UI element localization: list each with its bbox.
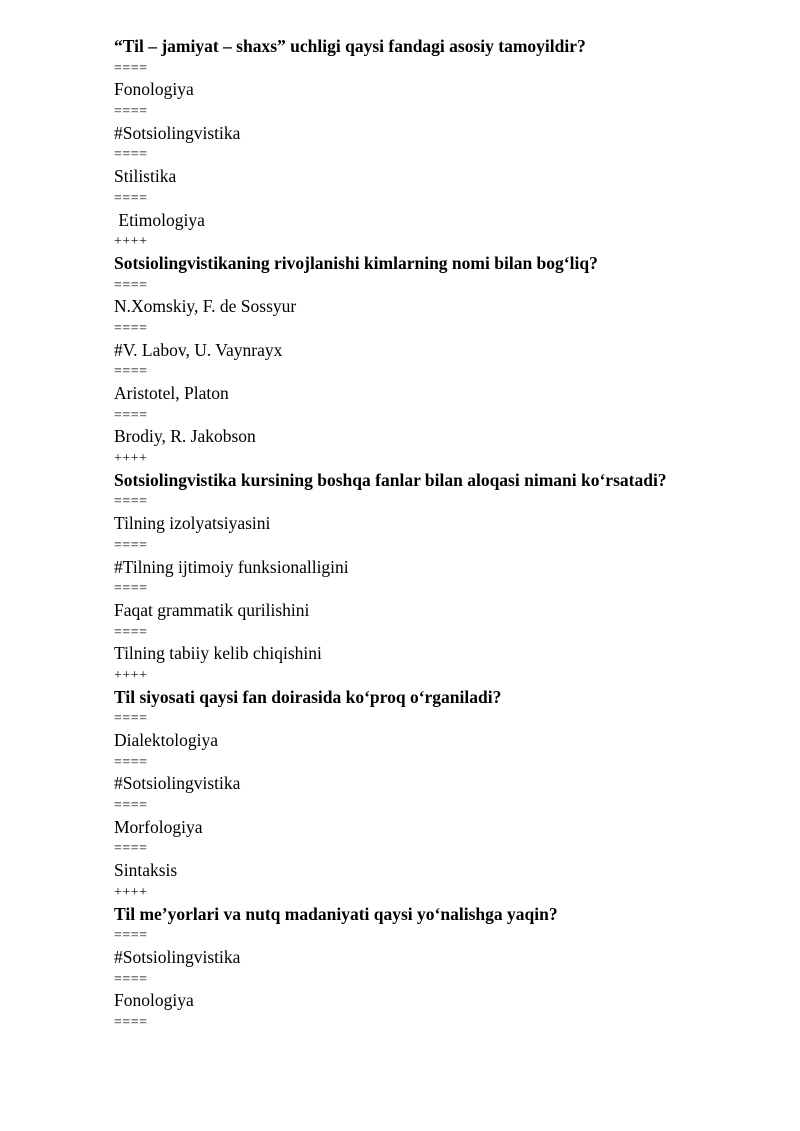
separator-line: ==== (114, 971, 148, 987)
answer-option: Stilistika (114, 166, 177, 187)
separator-line: ==== (114, 1014, 148, 1030)
question-text: Sotsiolingvistikaning rivojlanishi kimlarning nomi bilan bog‘liq? (114, 252, 598, 273)
question-text: Til me’yorlari va nutq madaniyati qaysi yo‘nalishga yaqin? (114, 903, 558, 924)
answer-option: #Sotsiolingvistika (114, 122, 241, 143)
answer-option: Faqat grammatik qurilishini (114, 599, 310, 620)
document-page (114, 36, 754, 1034)
separator-line: ==== (114, 581, 148, 597)
separator-line: ==== (114, 277, 148, 293)
separator-line: ++++ (114, 667, 148, 683)
answer-option: #Sotsiolingvistika (114, 773, 241, 794)
answer-option: Aristotel, Platon (114, 383, 229, 403)
separator-line: ==== (114, 320, 148, 336)
answer-option: Sintaksis (114, 860, 178, 881)
separator-line: ==== (114, 537, 148, 553)
answer-option: Tilning tabiiy kelib chiqishini (114, 643, 322, 664)
separator-line: ==== (114, 494, 148, 510)
separator-line: ==== (114, 841, 148, 857)
answer-option: Brodiy, R. Jakobson (114, 426, 256, 447)
separator-line: ==== (114, 147, 148, 163)
separator-line: ==== (114, 104, 148, 120)
answer-option: Tilning izolyatsiyasini (114, 513, 271, 534)
question-text: Til siyosati qaysi fan doirasida ko‘proq o‘rganiladi? (114, 686, 502, 707)
answer-option: N.Xomskiy, F. de Sossyur (114, 296, 297, 317)
separator-line: ==== (114, 754, 148, 770)
question-text: Sotsiolingvistika kursining boshqa fanlar bilan aloqasi nimani ko‘rsatadi? (114, 469, 667, 490)
answer-option: #V. Labov, U. Vaynrayx (114, 339, 283, 360)
answer-option: #Tilning ijtimoiy funksionalligini (114, 556, 349, 577)
separator-line: ==== (114, 407, 148, 423)
answer-option: Morfologiya (114, 816, 203, 837)
separator-line: ++++ (114, 884, 148, 900)
separator-line: ==== (114, 364, 148, 380)
answer-option: Fonologiya (114, 79, 194, 100)
answer-option: Fonologiya (114, 990, 194, 1011)
answer-option: #Sotsiolingvistika (114, 946, 241, 967)
separator-line: ++++ (114, 234, 148, 250)
separator-line: ==== (114, 711, 148, 727)
question-text: “Til – jamiyat – shaxs” uchligi qaysi fandagi asosiy tamoyildir? (114, 36, 586, 56)
separator-line: ==== (114, 624, 148, 640)
separator-line: ==== (114, 798, 148, 814)
answer-option: Etimologiya (114, 209, 205, 230)
answer-option: Dialektologiya (114, 730, 219, 750)
separator-line: ++++ (114, 451, 148, 467)
separator-line: ==== (114, 928, 148, 944)
separator-line: ==== (114, 60, 148, 76)
separator-line: ==== (114, 190, 148, 206)
